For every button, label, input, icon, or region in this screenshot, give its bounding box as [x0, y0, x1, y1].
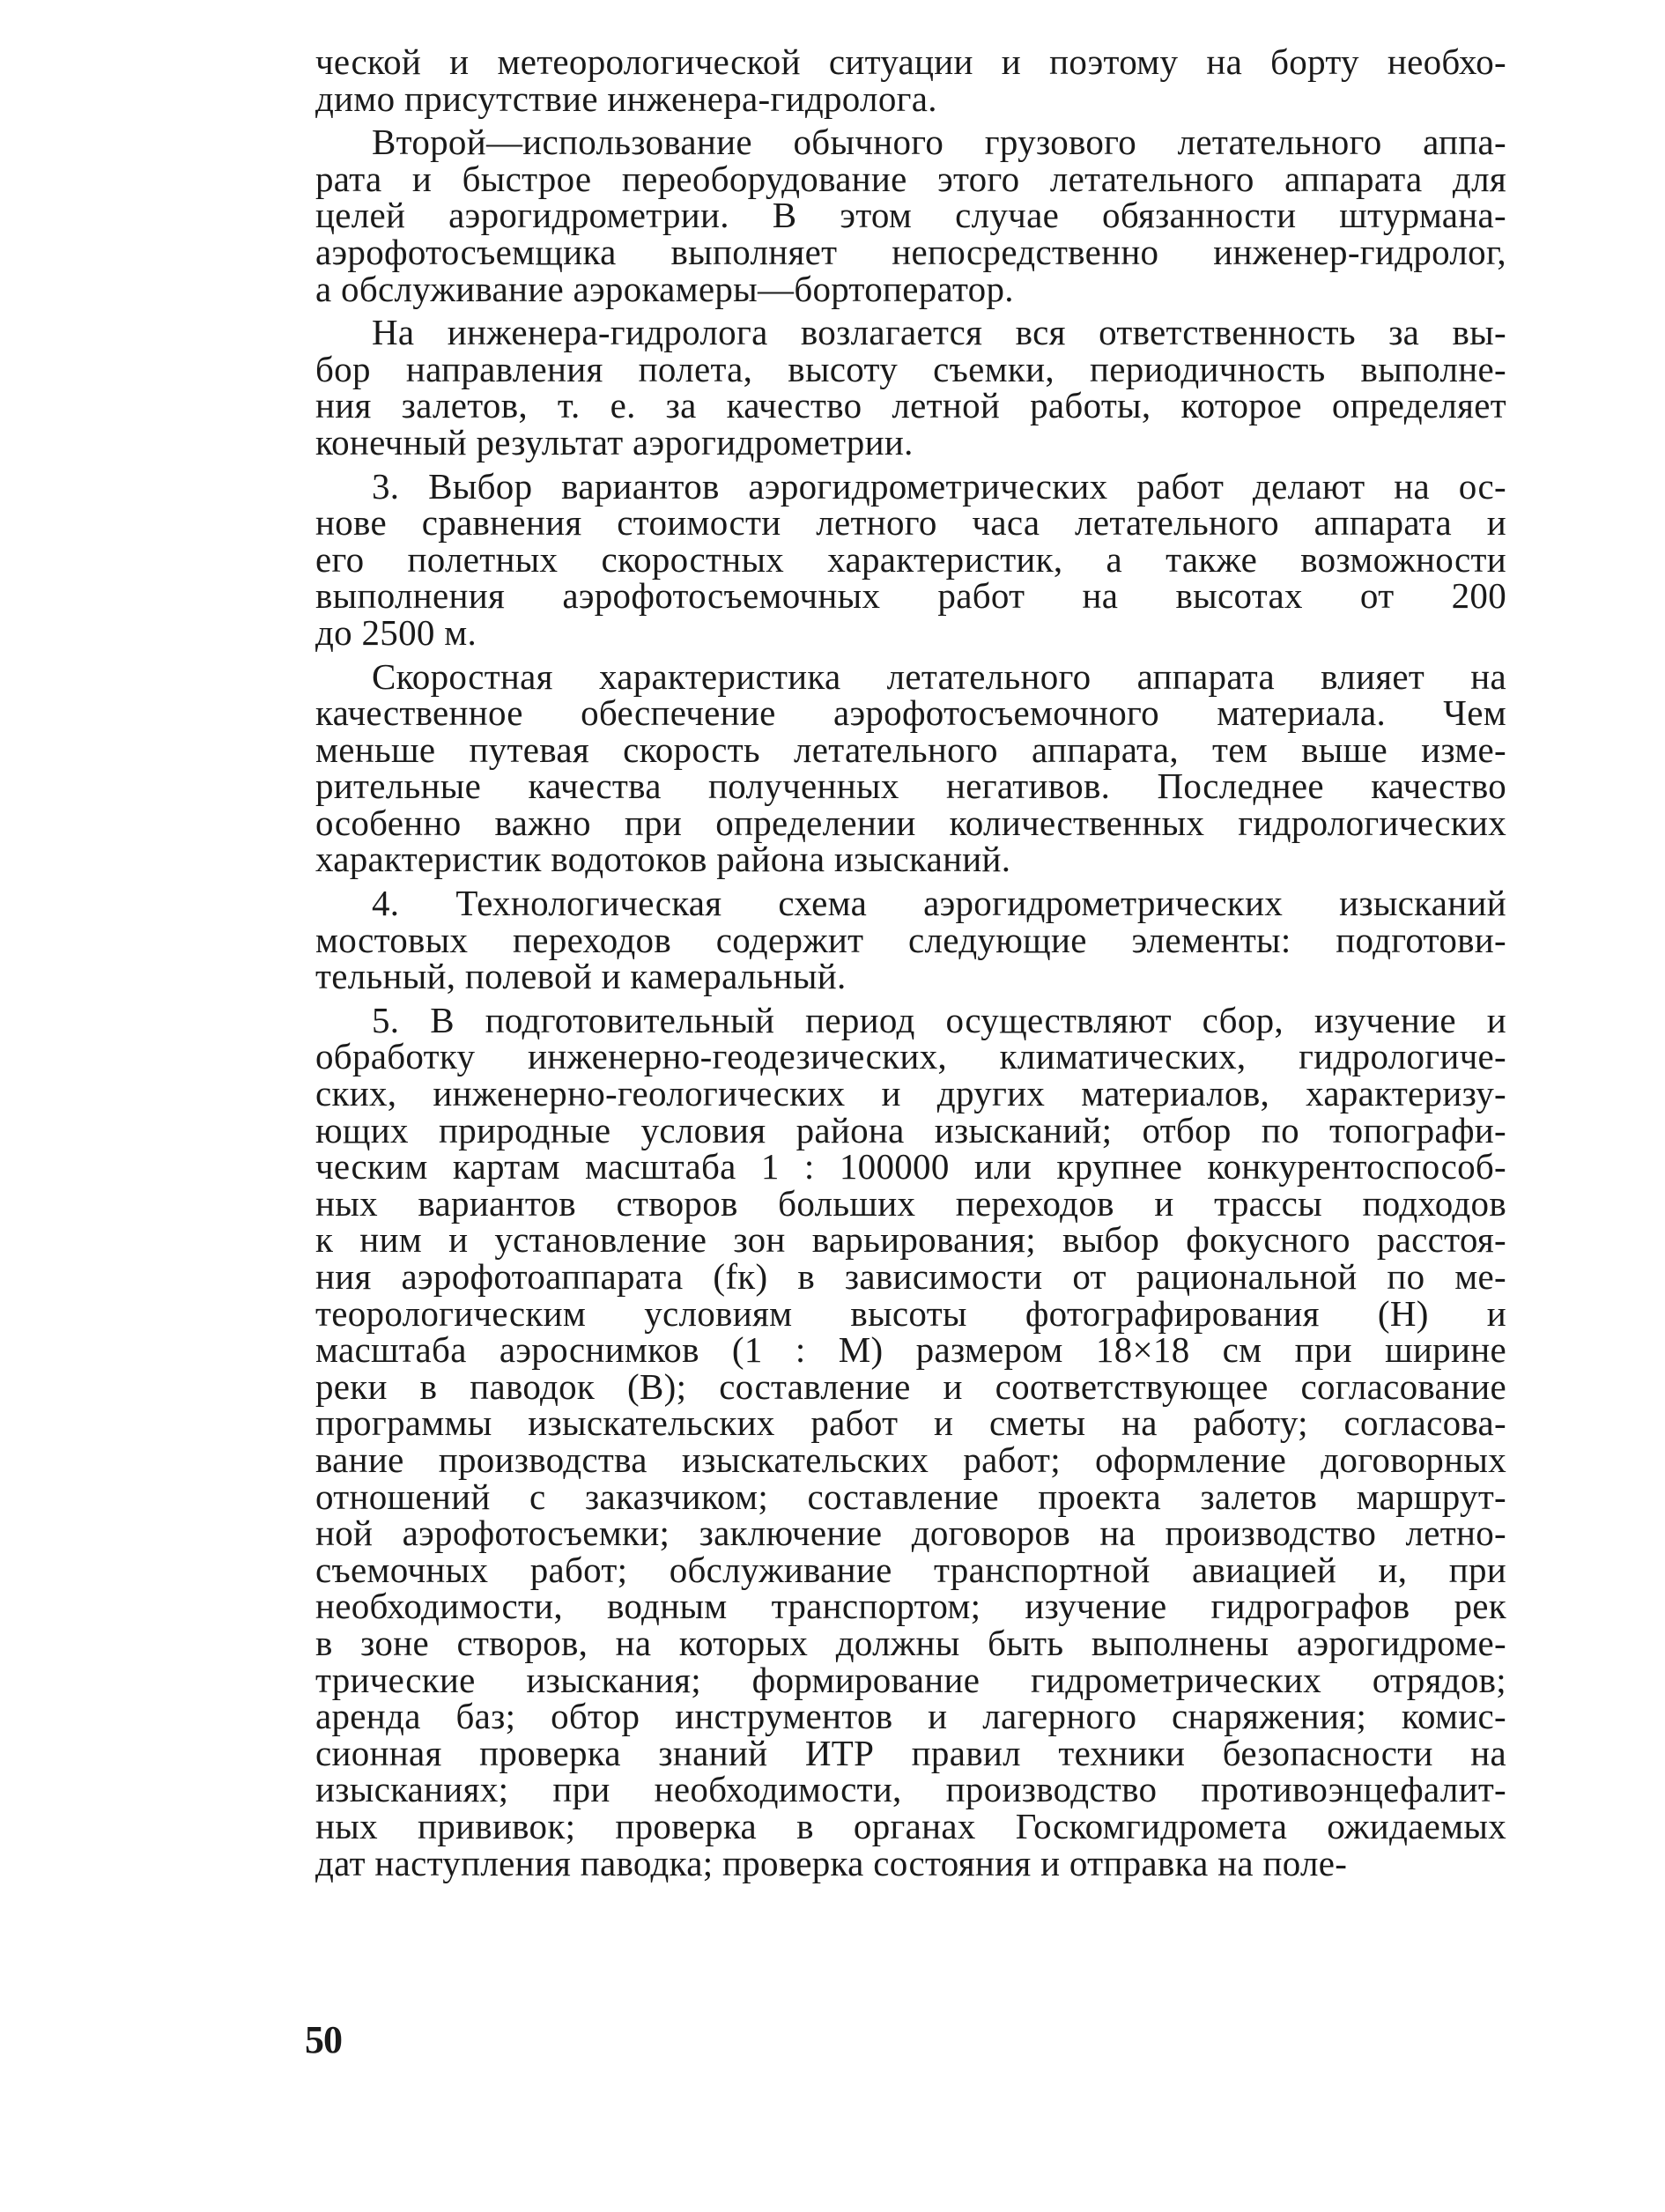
text-line: рительные качества полученных негативов. Последнее качество [315, 766, 1506, 807]
text-line: необходимости, водным транспортом; изучение гидрографов рек [315, 1586, 1506, 1627]
text-line: димо присутствие инженера-гидролога. [315, 78, 937, 119]
text-line: съемочных работ; обслуживание транспортной авиацией и, при [315, 1549, 1506, 1590]
text-line: аренда баз; обтор инструментов и лагерного снаряжения; комис- [315, 1696, 1506, 1737]
text-line: вание производства изыскательских работ; оформление договорных [315, 1439, 1506, 1480]
text-line: ческой и метеорологической ситуации и поэтому на борту необхо- [315, 41, 1506, 82]
paragraph [315, 314, 1506, 461]
text-line: Второй—использование обычного грузового летательного аппа- [372, 122, 1506, 163]
text-line: программы изыскательских работ и сметы на работу; согласова- [315, 1402, 1506, 1444]
text-line: целей аэрогидрометрии. В этом случае обязанности штурмана- [315, 195, 1506, 236]
text-line: ных прививок; проверка в органах Госкомгидромета ожидаемых [315, 1805, 1506, 1846]
text-line: реки в паводок (B); составление и соответствующее согласование [315, 1365, 1506, 1407]
paragraph [315, 124, 1506, 307]
text-line: а обслуживание аэрокамеры—бортоператор. [315, 268, 1014, 309]
text-line: ния аэрофотоаппарата (fк) в зависимости от рациональной по ме- [315, 1256, 1506, 1297]
text-line: теорологическим условиям высоты фотографирования (H) и [315, 1292, 1506, 1334]
paragraph [315, 41, 1506, 119]
text-line: качественное обеспечение аэрофотосъемочного материала. Чем [315, 692, 1506, 734]
text-line: до 2500 м. [315, 611, 477, 653]
text-line: конечный результат аэрогидрометрии. [315, 421, 914, 462]
text-line: ющих природные условия района изысканий; отбор по топографи- [315, 1109, 1506, 1150]
text-line: дат наступления паводка; проверка состояния и отправка на поле- [315, 1842, 1348, 1883]
text-line: 3. Выбор вариантов аэрогидрометрических работ делают на ос- [372, 465, 1506, 507]
text-line: ческим картам масштаба 1 : 100000 или крупнее конкурентоспособ- [315, 1146, 1506, 1187]
text-line: в зоне створов, на которых должны быть выполнены аэрогидроме- [315, 1622, 1506, 1663]
page-text-body [315, 41, 1506, 1889]
text-line: его полетных скоростных характеристик, а также возможности [315, 538, 1506, 580]
text-line: бор направления полета, высоту съемки, периодичность выполне- [315, 348, 1506, 389]
paragraph [315, 655, 1506, 880]
text-line: обработку инженерно-геодезических, климатических, гидрологиче- [315, 1036, 1506, 1077]
text-line: особенно важно при определении количественных гидрологических [315, 802, 1506, 843]
text-line: 4. Технологическая схема аэрогидрометрических изысканий [372, 883, 1506, 924]
text-line: меньше путевая скорость летательного аппарата, тем выше изме- [315, 729, 1506, 770]
text-line: выполнения аэрофотосъемочных работ на высотах от 200 [315, 575, 1506, 617]
text-line: нове сравнения стоимости летного часа летательного аппарата и [315, 502, 1506, 544]
text-line: тельный, полевой и камеральный. [315, 956, 847, 997]
text-line: отношений с заказчиком; составление проекта залетов маршрут- [315, 1476, 1506, 1517]
text-line: трические изыскания; формирование гидрометрических отрядов; [315, 1659, 1506, 1700]
text-line: ния залетов, т. е. за качество летной работы, которое определяет [315, 385, 1506, 426]
paragraph [315, 885, 1506, 995]
paragraph [315, 999, 1506, 1883]
text-line: 5. В подготовительный период осуществляют сбор, изучение и [372, 999, 1506, 1040]
text-line: аэрофотосъемщика выполняет непосредственно инженер-гидролог, [315, 231, 1506, 272]
page-number: 50 [305, 2018, 342, 2061]
paragraph [315, 465, 1506, 653]
text-line: На инженера-гидролога возлагается вся ответственность за вы- [372, 312, 1506, 353]
text-line: мостовых переходов содержит следующие элементы: подготови- [315, 919, 1506, 960]
text-line: ной аэрофотосъемки; заключение договоров на производство летно- [315, 1513, 1506, 1554]
text-line: изысканиях; при необходимости, производство противоэнцефалит- [315, 1769, 1506, 1810]
text-line: рата и быстрое переоборудование этого летательного аппарата для [315, 158, 1506, 199]
text-line: характеристик водотоков района изысканий. [315, 839, 1011, 880]
text-line: сионная проверка знаний ИТР правил техники безопасности на [315, 1732, 1506, 1773]
text-line: ных вариантов створов больших переходов и трассы подходов [315, 1182, 1506, 1224]
text-line: ских, инженерно-геологических и других материалов, характеризу- [315, 1073, 1506, 1114]
text-line: Скоростная характеристика летательного аппарата влияет на [372, 655, 1506, 697]
text-line: к ним и установление зон варьирования; выбор фокусного расстоя- [315, 1219, 1506, 1261]
text-line: масштаба аэроснимков (1 : M) размером 18×18 см при ширине [315, 1329, 1506, 1371]
